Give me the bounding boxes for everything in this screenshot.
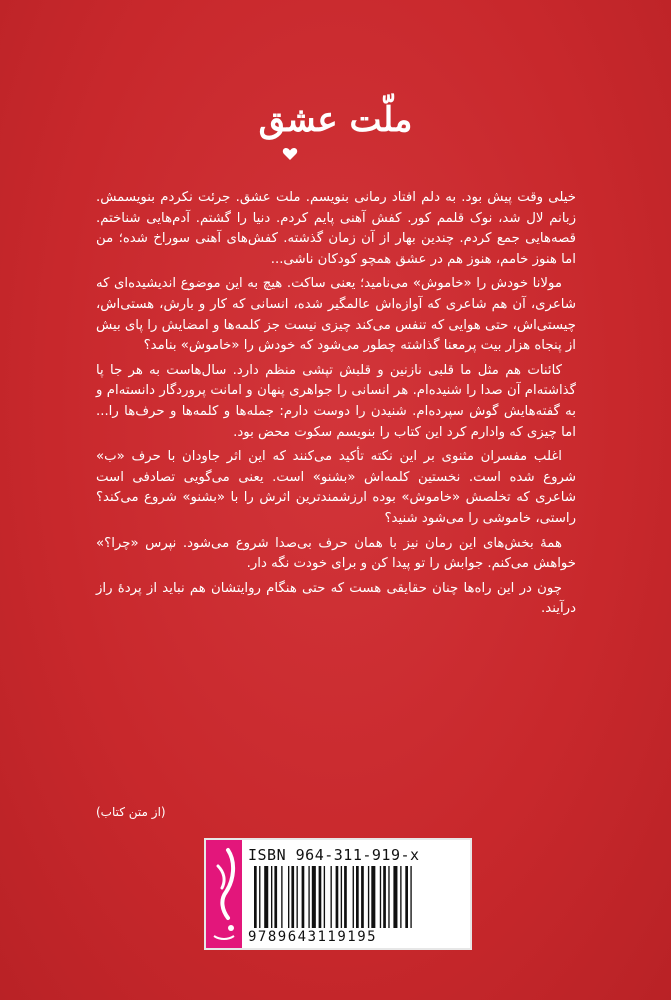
- paragraph-4: اغلب مفسران مثنوی بر این نکته تأکید می‌کنند که این اثر جاودان با حرف «ب» شروع شده است. نخستین کلمه‌اش «بشنو» است. یعنی می‌گویی تصادفی است شاعری که تخلصش «خاموش» بوده ارزشمندترین اثرش را با «بشنو» شروع می‌کند؟ راستی، خاموشی را می‌شود شنید؟: [96, 449, 576, 526]
- paragraph-1: خیلی وقت پیش بود. به دلم افتاد رمانی بنویسم. ملت عشق. جرئت نکردم بنویسمش. زبانم لال شد، نوک قلمم کور. کفش آهنی پایم کردم. دنیا را گشتم. آدم‌هایی شناختم. قصه‌هایی جمع کردم. چندین بهار از آن زمان گذشته. کفش‌های آهنی سوراخ شده؛ من اما هنوز خامم، هنوز هم در عشق همچو کودکان ناشی...: [96, 190, 576, 267]
- source-note: (از متن کتاب): [96, 805, 166, 819]
- heart-icon: [282, 146, 298, 162]
- paragraph-6: چون در این راه‌ها چنان حقایقی هست که حتی هنگام روایتشان هم نباید از پردهٔ راز درآیند.: [96, 580, 576, 617]
- title-block: [0, 100, 671, 140]
- blurb-text: [96, 188, 576, 624]
- publisher-logo-icon: [206, 840, 242, 948]
- paragraph-3: کائنات هم مثل ما قلبی نازنین و قلبش تپشی منظم دارد. سال‌هاست به هر جا پا گذاشته‌ام آن صدا را شنیده‌ام. هر انسانی را جواهری پنهان و امانت پروردگار دانسته‌ام و به گفته‌هایش گوش سپرده‌ام. شنیدن را دوست دارم: جمله‌ها و کلمه‌ها و حرف‌ها را... اما چیزی که وادارم کرد این کتاب را بنویسم سکوت محض بود.: [96, 362, 576, 440]
- book-title: ملّت عشق: [258, 100, 413, 140]
- barcode-number: 9789643119195: [248, 929, 378, 945]
- barcode-bars: [252, 866, 466, 928]
- paragraph-2: مولانا خودش را «خاموش» می‌نامید؛ یعنی ساکت. هیچ به این موضوع اندیشیده‌ای که شاعری، آن هم شاعری که آوازه‌اش عالمگیر شده، انسانی که کار و بارش، هستی‌اش، چیستی‌اش، حتی هوایی که تنفس می‌کند چیزی نیست جز کلمه‌ها و امضایش را پای بیش از پنجاه هزار بیت پرمعنا گذاشته چطور می‌شود که خودش را «خاموش» بنامد؟: [96, 276, 576, 354]
- isbn-label: ISBN 964-311-919-x: [248, 846, 420, 864]
- paragraph-5: همهٔ بخش‌های این رمان نیز با همان حرف بی‌صدا شروع می‌شود. نپرس «چرا؟» خواهش می‌کنم. جوابش را تو پیدا کن و برای خودت نگه دار.: [96, 535, 576, 572]
